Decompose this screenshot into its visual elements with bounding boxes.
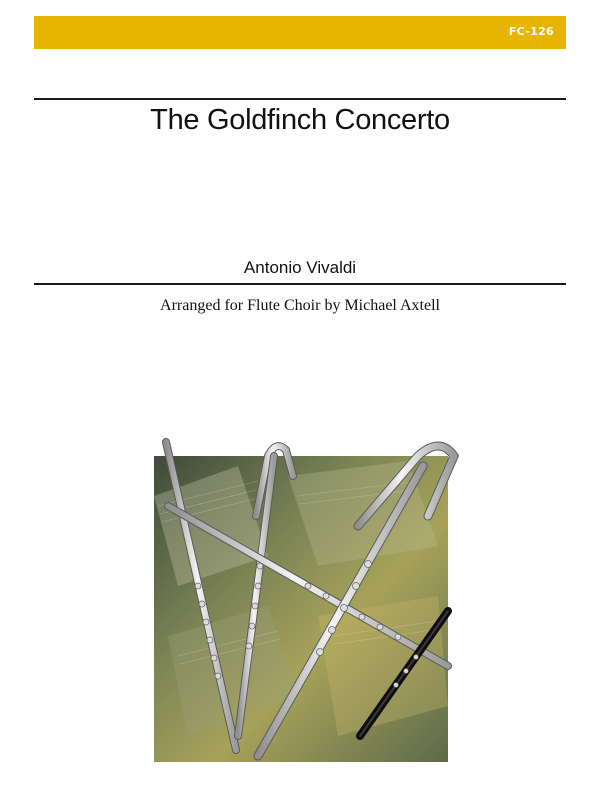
catalog-band xyxy=(34,16,566,49)
title-rule xyxy=(34,98,566,100)
composer-name: Antonio Vivaldi xyxy=(243,258,357,277)
cover-illustration xyxy=(148,436,460,772)
catalog-number: FC-126 xyxy=(508,25,554,38)
page-title: The Goldfinch Concerto xyxy=(150,104,450,136)
composer-rule xyxy=(34,283,566,285)
arranger-credit: Arranged for Flute Choir by Michael Axtell xyxy=(160,297,440,314)
